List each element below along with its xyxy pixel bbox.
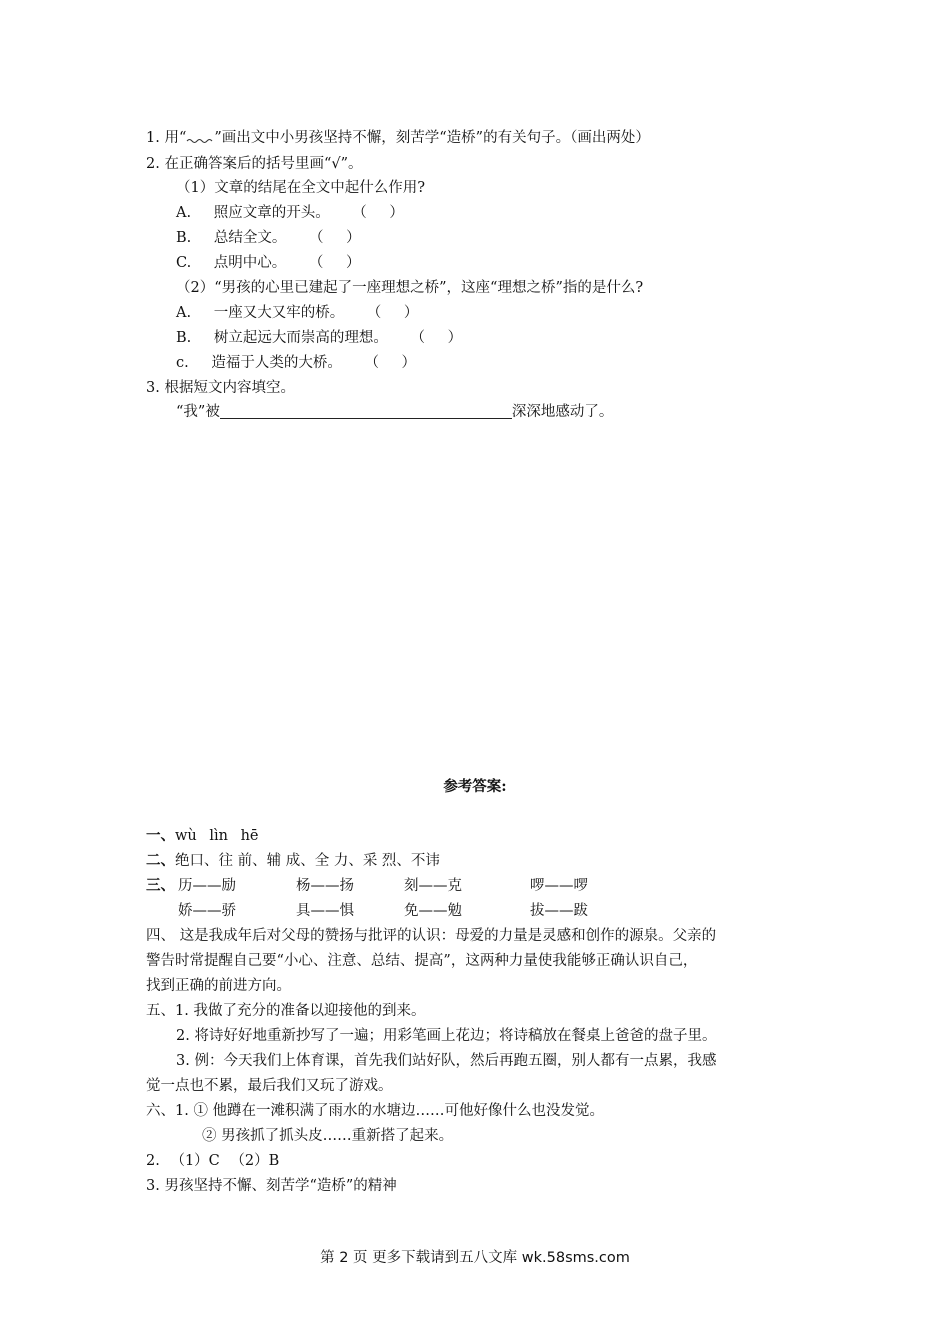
question-1-prefix: 1. 用“ xyxy=(146,130,187,146)
question-3: 3. 根据短文内容填空。 xyxy=(146,380,295,396)
question-3-prefix: “我”被 xyxy=(176,404,220,420)
answer-3-pair: 拔——跋 xyxy=(530,903,588,919)
wavy-line-icon xyxy=(186,130,214,144)
answer-1-text: wù lìn hē xyxy=(175,828,259,844)
question-2-2-option-c: c. 造福于人类的大桥。 （ ） xyxy=(176,355,417,371)
question-2-1-option-c: C. 点明中心。 （ ） xyxy=(176,255,361,271)
answer-2-label: 二、 xyxy=(146,852,175,869)
answer-5-3-line: 觉一点也不累，最后我们又玩了游戏。 xyxy=(146,1078,393,1094)
answer-5-2: 2. 将诗好好地重新抄写了一遍；用彩笔画上花边；将诗稿放在餐桌上爸爸的盘子里。 xyxy=(176,1028,717,1044)
answer-3-label: 三、 xyxy=(146,877,175,894)
question-3-fill xyxy=(176,402,613,422)
answer-4-line: 警告时常提醒自己要“小心、注意、总结、提高”，这两种力量使我能够正确认识自己， xyxy=(146,953,698,969)
question-3-suffix: 深深地感动了。 xyxy=(511,404,614,420)
answer-4-line: 找到正确的前进方向。 xyxy=(146,978,291,994)
answer-5-1: 五、1. 我做了充分的准备以迎接他的到来。 xyxy=(146,1003,426,1019)
question-2-2-option-a: A. 一座又大又牢的桥。 （ ） xyxy=(176,305,419,321)
answers-title: 参考答案: xyxy=(443,778,507,795)
answer-5-3-line: 3. 例：今天我们上体育课，首先我们站好队，然后再跑五圈，别人都有一点累，我感 xyxy=(176,1053,717,1069)
answer-4-line: 四、 这是我成年后对父母的赞扬与批评的认识：母爱的力量是灵感和创作的源泉。父亲的 xyxy=(146,928,717,944)
question-1 xyxy=(146,128,650,148)
answer-1 xyxy=(146,826,259,846)
question-2: 2. 在正确答案后的括号里画“√”。 xyxy=(146,156,363,172)
answer-6-1: 六、1. ① 他蹲在一滩积满了雨水的水塘边……可他好像什么也没发觉。 xyxy=(146,1103,605,1119)
answer-1-label: 一、 xyxy=(146,827,175,844)
answer-2-text: 绝口、往 前、辅 成、全 力、采 烈、不讳 xyxy=(175,853,440,869)
question-1-suffix: ”画出文中小男孩坚持不懈，刻苦学“造桥”的有关句子。（画出两处） xyxy=(214,130,650,146)
question-2-1-option-b: B. 总结全文。 （ ） xyxy=(176,230,361,246)
answer-3-pair: 啰——啰 xyxy=(530,878,588,894)
answer-3-pair: 刻——克 xyxy=(404,878,462,894)
question-2-1: （1）文章的结尾在全文中起什么作用? xyxy=(176,180,425,196)
fill-in-blank xyxy=(220,404,512,419)
answer-2 xyxy=(146,851,440,871)
question-2-1-option-a: A. 照应文章的开头。 （ ） xyxy=(176,205,404,221)
page-footer: 第 2 页 更多下载请到五八文库 wk.58sms.com xyxy=(320,1250,630,1266)
answer-3-pair: 具——惧 xyxy=(296,903,354,919)
answer-3-pair: 免——勉 xyxy=(404,903,462,919)
answer-6-3: 2. （1）C （2）B xyxy=(146,1153,280,1169)
question-2-2: （2）“男孩的心里已建起了一座理想之桥”，这座“理想之桥”指的是什么? xyxy=(176,280,644,296)
answer-3-pair: 娇——骄 xyxy=(178,903,236,919)
answer-6-4: 3. 男孩坚持不懈、刻苦学“造桥”的精神 xyxy=(146,1178,397,1194)
answer-6-2: ② 男孩抓了抓头皮……重新搭了起来。 xyxy=(202,1128,454,1144)
question-2-2-option-b: B. 树立起远大而崇高的理想。 （ ） xyxy=(176,330,463,346)
answer-3-row-1 xyxy=(146,876,175,896)
answer-3-pair: 杨——扬 xyxy=(296,878,354,894)
answer-3-pair: 历——励 xyxy=(178,878,236,894)
